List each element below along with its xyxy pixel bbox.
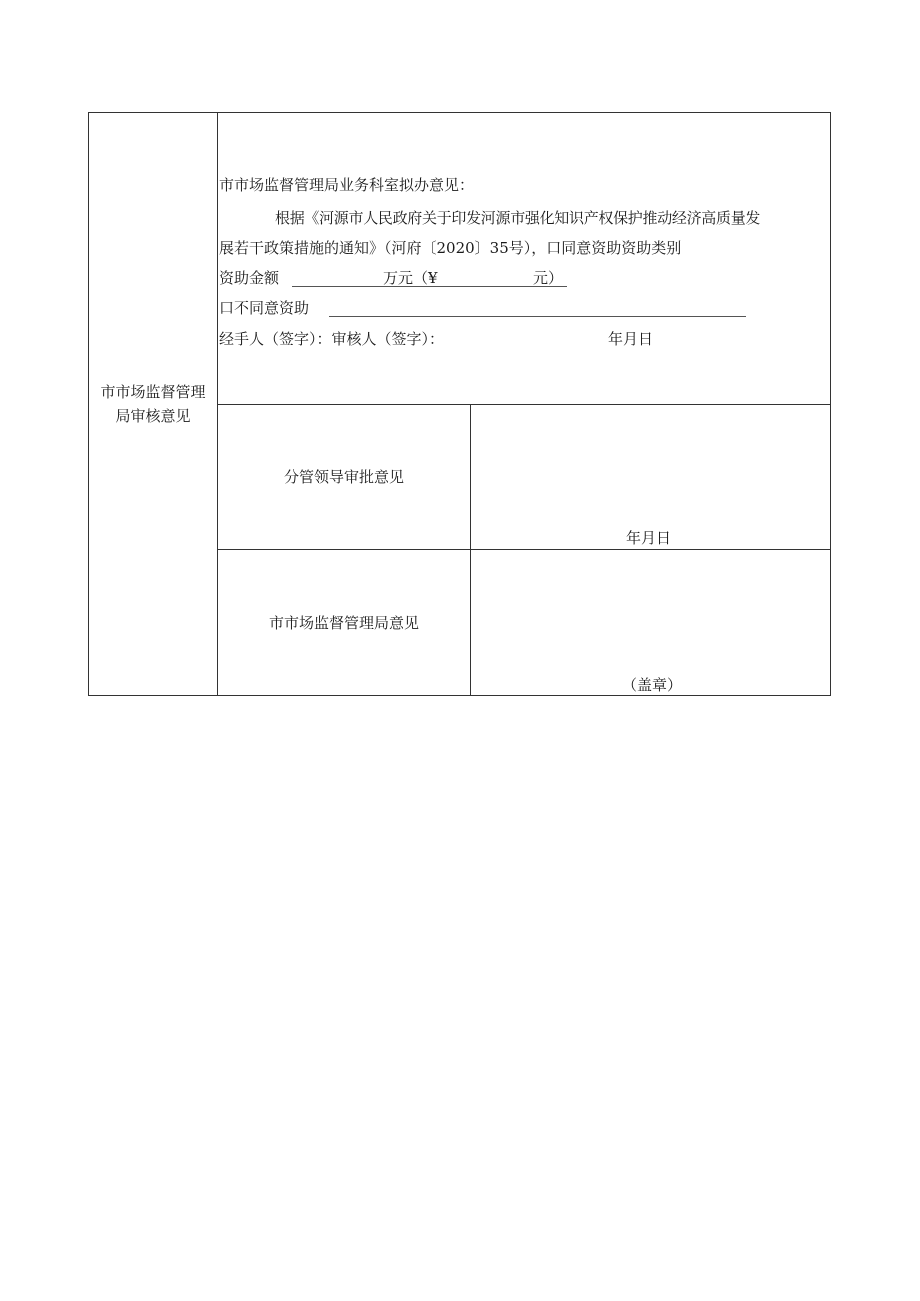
bureau-seal: （盖章） [622, 676, 683, 694]
opinion-row-divider [217, 404, 831, 405]
left-label-line1: 市市场监督管理 [100, 383, 206, 401]
amount-unit: 万元（¥ [383, 269, 438, 287]
left-label-cell [89, 380, 217, 428]
signers-line: 经手人（签字）：审核人（签字）： [219, 330, 445, 348]
disagree-blank-line [329, 316, 746, 317]
table-bottom-border [88, 695, 831, 696]
amount-yuan: 元） [533, 269, 564, 287]
opinion-paragraph-line2: 展若干政策措施的通知》（河府〔2020〕35号），口同意资助资助类别 [219, 239, 682, 257]
leader-row-divider [217, 549, 831, 550]
leader-date: 年月日 [626, 529, 672, 547]
disagree-option: 口不同意资助 [219, 299, 310, 317]
table-top-border [88, 112, 831, 113]
bureau-opinion-label: 市市场监督管理局意见 [268, 614, 419, 632]
leader-approval-label: 分管领导审批意见 [283, 468, 404, 486]
opinion-heading: 市市场监督管理局业务科室拟办意见： [219, 176, 475, 194]
opinion-date: 年月日 [608, 330, 654, 348]
opinion-paragraph-line1: 根据《河源市人民政府关于印发河源市强化知识产权保护推动经济高质量发 [275, 209, 761, 227]
amount-label: 资助金额 [219, 269, 280, 287]
inner-column-divider [470, 404, 471, 696]
left-label-line2: 局审核意见 [115, 407, 191, 425]
